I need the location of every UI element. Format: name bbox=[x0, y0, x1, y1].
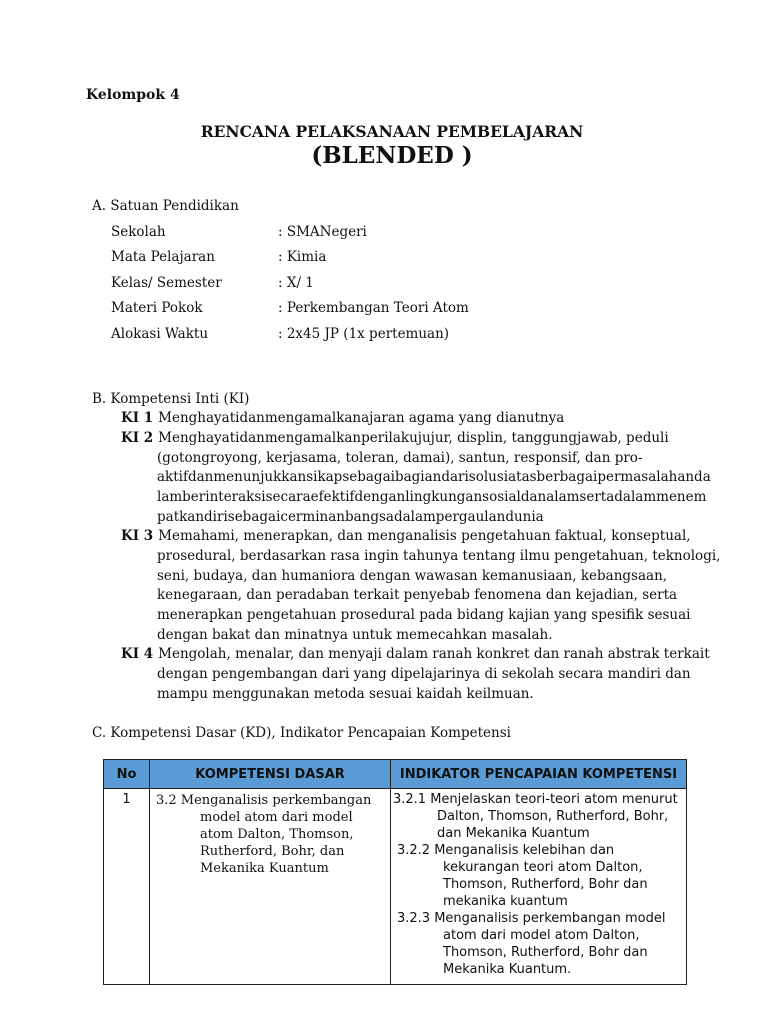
indicator-item: 3.2.3 Menganalisis perkembangan model atom dari model atom Dalton, Thomson, Rutherford, Bohr dan Mekanika Kuantum. bbox=[397, 911, 666, 977]
cell-kd bbox=[150, 789, 391, 985]
indicator-item: 3.2.1 Menjelaskan teori-teori atom menurut Dalton, Thomson, Rutherford, Bohr, dan Mekanika Kuantum bbox=[393, 792, 678, 841]
ki-1-text: Menghayatidanmengamalkanajaran agama yang dianutnya bbox=[158, 410, 565, 426]
ki-2-text: Menghayatidanmengamalkanperilakujujur, displin, tanggungjawab, peduli bbox=[158, 430, 669, 446]
field-value-topic: : Perkembangan Teori Atom bbox=[278, 300, 469, 316]
table-header-row bbox=[104, 760, 687, 789]
field-label-topic: Materi Pokok bbox=[111, 300, 203, 316]
header-kd: KOMPETENSI DASAR bbox=[150, 760, 391, 789]
field-label-subject: Mata Pelajaran bbox=[111, 249, 215, 265]
field-label-school: Sekolah bbox=[111, 224, 166, 240]
field-value-subject: : Kimia bbox=[278, 249, 327, 265]
document-title: RENCANA PELAKSANAAN PEMBELAJARAN bbox=[200, 122, 584, 141]
ki-2-line bbox=[121, 430, 721, 446]
ki-2-text-cont: aktifdanmenunjukkansikapsebagaibagiandarisolusiatasberbagaipermasalahanda bbox=[157, 469, 711, 485]
kd-text: 3.2 Menganalisis perkembangan model atom dari model atom Dalton, Thomson, Rutherford, Bohr, dan Mekanika Kuantum bbox=[156, 793, 372, 876]
indicator-item: 3.2.2 Menganalisis kelebihan dan kekurangan teori atom Dalton, Thomson, Rutherford, Bohr dan mekanika kuantum bbox=[397, 843, 648, 909]
field-label-class: Kelas/ Semester bbox=[111, 275, 222, 291]
section-a-heading: A. Satuan Pendidikan bbox=[92, 198, 239, 214]
ki-3-text: Memahami, menerapkan, dan menganalisis pengetahuan faktual, konseptual, bbox=[158, 528, 691, 544]
cell-no: 1 bbox=[104, 789, 150, 985]
ki-3-text-cont: kenegaraan, dan peradaban terkait penyebab fenomena dan kejadian, serta bbox=[157, 587, 678, 603]
ki-4-text-cont: mampu menggunakan metoda sesuai kaidah keilmuan. bbox=[157, 686, 534, 702]
document-subtitle: (BLENDED ) bbox=[311, 142, 473, 169]
competency-table bbox=[103, 759, 687, 985]
field-label-time: Alokasi Waktu bbox=[111, 326, 209, 342]
cell-indicators bbox=[391, 789, 687, 985]
field-value-time: : 2x45 JP (1x pertemuan) bbox=[278, 326, 450, 342]
section-b-heading: B. Kompetensi Inti (KI) bbox=[92, 391, 250, 407]
ki-4-line bbox=[121, 646, 721, 662]
ki-2-text-cont: patkandirisebagaicerminanbangsadalampergaulandunia bbox=[157, 509, 544, 525]
ki-1-line bbox=[121, 410, 721, 426]
ki-2-code: KI 2 bbox=[121, 430, 154, 446]
ki-3-code: KI 3 bbox=[121, 528, 154, 544]
group-label: Kelompok 4 bbox=[86, 87, 180, 103]
field-value-class: : X/ 1 bbox=[278, 275, 314, 291]
ki-2-text-cont: (gotongroyong, kerjasama, toleran, damai), santun, responsif, dan pro- bbox=[157, 450, 643, 466]
ki-1-code: KI 1 bbox=[121, 410, 154, 426]
section-c-heading: C. Kompetensi Dasar (KD), Indikator Pencapaian Kompetensi bbox=[92, 725, 511, 741]
ki-2-text-cont: lamberinteraksisecaraefektifdenganlingkungansosialdanalamsertadalammenem bbox=[157, 489, 707, 505]
ki-4-text: Mengolah, menalar, dan menyaji dalam ranah konkret dan ranah abstrak terkait bbox=[158, 646, 710, 662]
ki-3-text-cont: prosedural, berdasarkan rasa ingin tahunya tentang ilmu pengetahuan, teknologi, bbox=[157, 548, 721, 564]
header-indicator: INDIKATOR PENCAPAIAN KOMPETENSI bbox=[391, 760, 687, 789]
table-row bbox=[104, 789, 687, 985]
ki-4-code: KI 4 bbox=[121, 646, 154, 662]
ki-3-line bbox=[121, 528, 721, 544]
header-no: No bbox=[104, 760, 150, 789]
ki-4-text-cont: dengan pengembangan dari yang dipelajarinya di sekolah secara mandiri dan bbox=[157, 666, 691, 682]
ki-3-text-cont: seni, budaya, dan humaniora dengan wawasan kemanusiaan, kebangsaan, bbox=[157, 568, 668, 584]
ki-3-text-cont: dengan bakat dan minatnya untuk memecahkan masalah. bbox=[157, 627, 553, 643]
ki-3-text-cont: menerapkan pengetahuan prosedural pada bidang kajian yang spesifik sesuai bbox=[157, 607, 691, 623]
field-value-school: : SMANegeri bbox=[278, 224, 367, 240]
